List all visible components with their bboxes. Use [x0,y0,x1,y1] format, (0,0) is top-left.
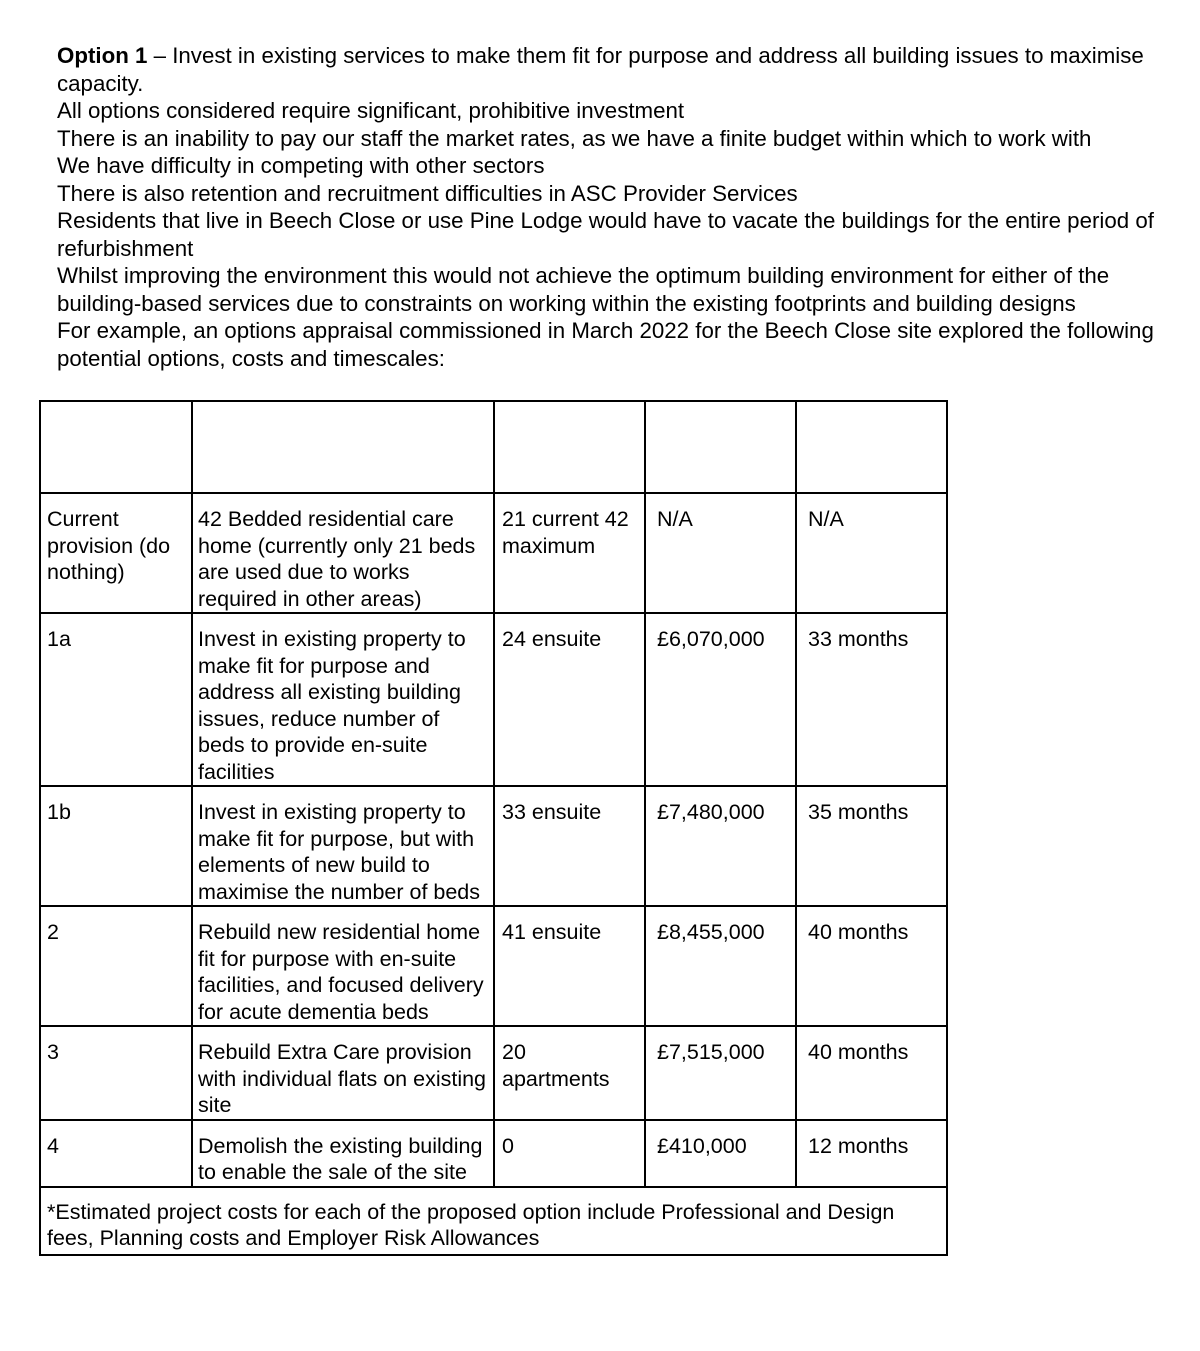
description-cell: Demolish the existing building to enable the sale of the site [192,1120,494,1187]
options-table [39,400,948,1256]
intro-line: We have difficulty in competing with other sectors [57,153,545,178]
beds-cell: 33 ensuite [494,786,645,906]
header-cell [192,401,494,493]
table-row [40,493,947,613]
description-cell: Invest in existing property to make fit for purpose and address all existing building issues, reduce number of beds to provide en-suite facilities [192,613,494,786]
option-cell: 1b [40,786,192,906]
header-cell [796,401,947,493]
intro-line: All options considered require significant, prohibitive investment [57,98,685,123]
option-cell: Current provision (do nothing) [40,493,192,613]
intro-line: For example, an options appraisal commissioned in March 2022 for the Beech Close site explored the following potential options, costs and timescales: [57,318,1154,371]
timescale-cell: 12 months [796,1120,947,1187]
option-cell: 4 [40,1120,192,1187]
description-cell: Rebuild Extra Care provision with individual flats on existing site [192,1026,494,1120]
option-1-summary: – Invest in existing services to make them fit for purpose and address all building issues to maximise capacity. [57,43,1144,96]
beds-cell: 21 current 42 maximum [494,493,645,613]
timescale-cell: 40 months [796,906,947,1026]
footnote-text: *Estimated project costs for each of the proposed option include Professional and Design fees, Planning costs and Employer Risk Allowances [47,1199,895,1250]
beds-cell: 41 ensuite [494,906,645,1026]
header-cell [645,401,796,493]
table-row [40,613,947,786]
option-cell: 3 [40,1026,192,1120]
cost-cell: N/A [645,493,796,613]
header-cell [494,401,645,493]
intro-section [57,42,1177,372]
intro-line: Whilst improving the environment this would not achieve the optimum building environment for either of the building-based services due to constraints on working within the existing footprints and building designs [57,263,1110,316]
timescale-cell: 40 months [796,1026,947,1120]
cost-cell: £7,515,000 [645,1026,796,1120]
timescale-cell: N/A [796,493,947,613]
description-cell: Invest in existing property to make fit for purpose, but with elements of new build to maximise the number of beds [192,786,494,906]
table-row [40,786,947,906]
cost-cell: £410,000 [645,1120,796,1187]
option-1-label: Option 1 [57,43,148,68]
beds-cell: 20 apartments [494,1026,645,1120]
table-row [40,906,947,1026]
intro-line: Residents that live in Beech Close or use Pine Lodge would have to vacate the buildings for the entire period of refurbishment [57,208,1154,261]
intro-line: There is an inability to pay our staff the market rates, as we have a finite budget within which to work with [57,125,1092,151]
cost-cell: £8,455,000 [645,906,796,1026]
table-row [40,1120,947,1187]
cost-cell: £7,480,000 [645,786,796,906]
description-cell: 42 Bedded residential care home (currently only 21 beds are used due to works required in other areas) [192,493,494,613]
table-row [40,1026,947,1120]
description-cell: Rebuild new residential home fit for purpose with en-suite facilities, and focused delivery for acute dementia beds [192,906,494,1026]
option-cell: 1a [40,613,192,786]
intro-line: There is also retention and recruitment difficulties in ASC Provider Services [57,180,798,206]
header-cell [40,401,192,493]
table-footnote-row [40,1187,947,1255]
option-cell: 2 [40,906,192,1026]
option-1-heading [57,42,1177,97]
beds-cell: 24 ensuite [494,613,645,786]
cost-cell: £6,070,000 [645,613,796,786]
beds-cell: 0 [494,1120,645,1187]
table-header-row [40,401,947,493]
timescale-cell: 33 months [796,613,947,786]
footnote-cell [40,1187,947,1255]
timescale-cell: 35 months [796,786,947,906]
